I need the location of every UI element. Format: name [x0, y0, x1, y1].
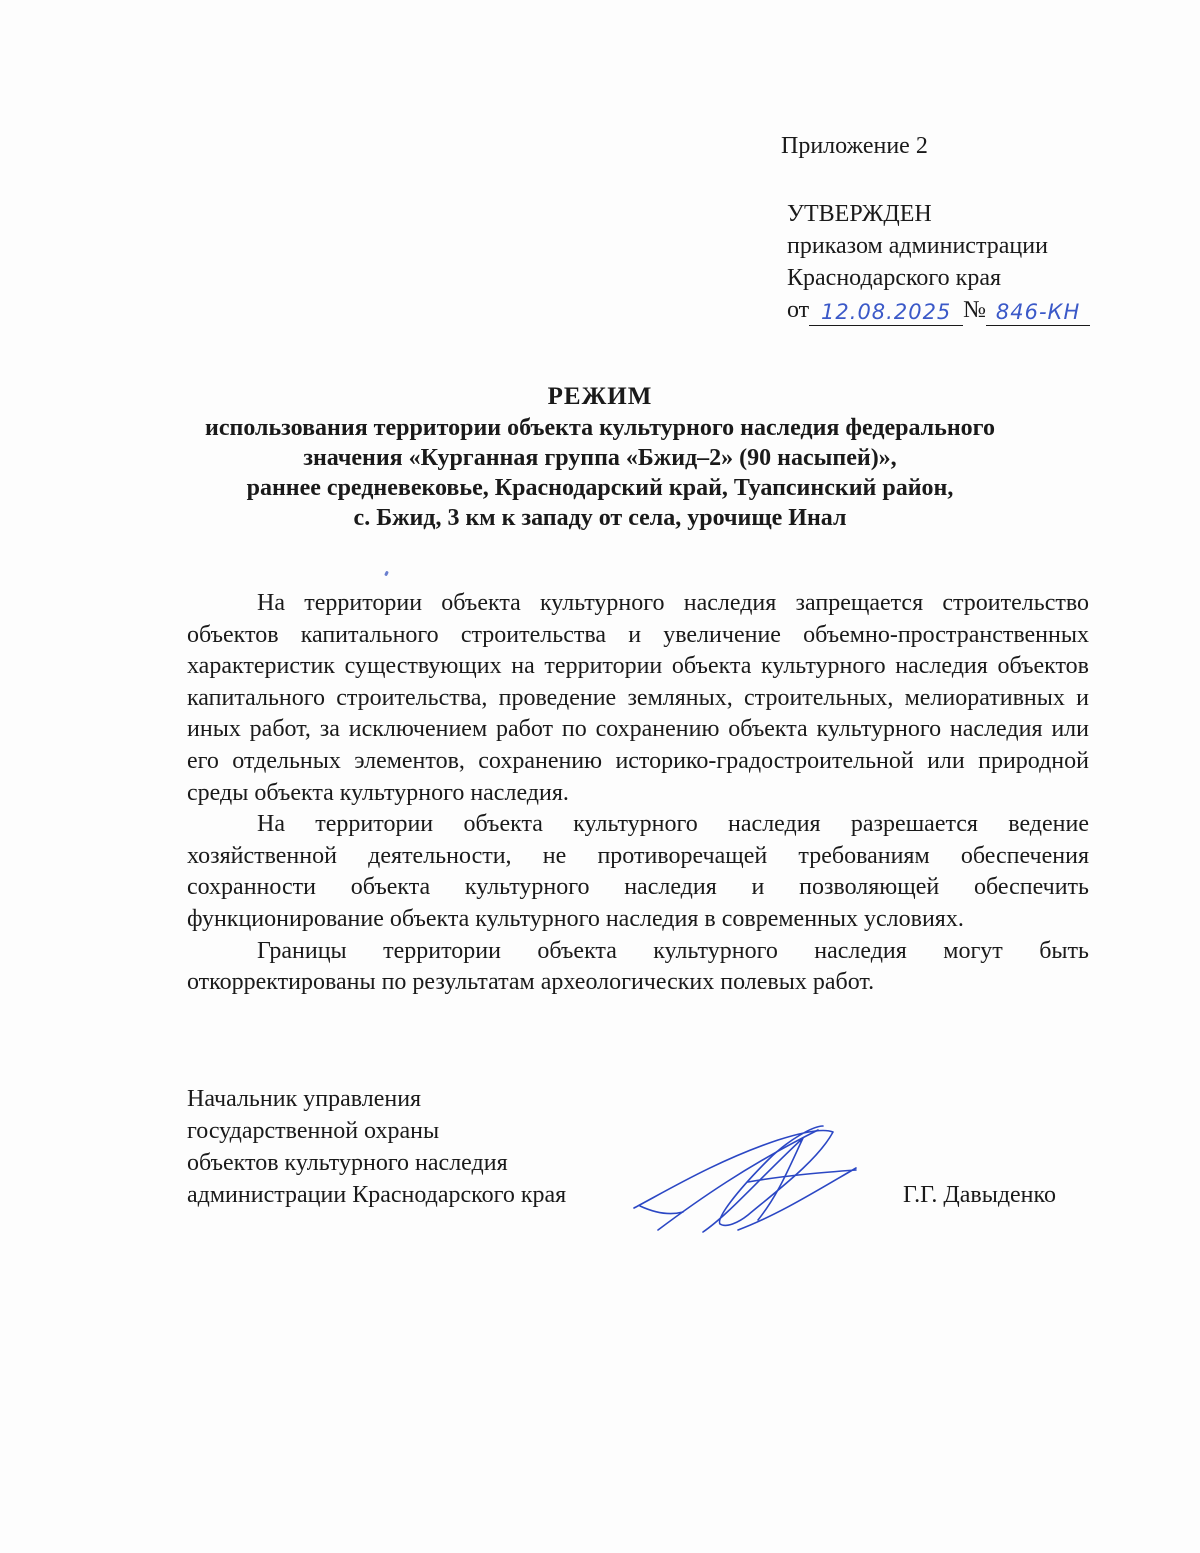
from-prefix: от — [787, 297, 810, 323]
approval-authority-line1: приказом администрации — [787, 233, 1048, 259]
number-sign: № — [963, 297, 987, 323]
ink-speck — [384, 571, 389, 577]
body-paragraph-prohibitions: На территории объекта культурного наследия запрещается строительство объектов капитального строительства и увеличение объемно-пространственных характеристик существующих на территории объекта культурного наследия объектов капитального строительства, проведение земляных, строительных, мелиоративных и иных работ, за исключением работ по сохранению объекта культурного наследия или его отдельных элементов, сохранению историко-градостроительной или природной среды объекта культурного наследия. — [187, 590, 1089, 806]
annex-label: Приложение 2 — [781, 133, 928, 159]
body-paragraph-permissions: На территории объекта культурного наследия разрешается ведение хозяйственной деятельности, не противоречащей требованиям обеспечения сохранности объекта культурного наследия и позволяющей обеспечить функционирование объекта культурного наследия в современных условиях. — [187, 811, 1089, 932]
document-title — [150, 382, 1050, 533]
document-body — [187, 588, 1089, 999]
position-line-1: Начальник управления — [187, 1086, 422, 1112]
handwritten-date: 12.08.2025 — [809, 299, 963, 326]
title-line-3: раннее средневековье, Краснодарский край, Туапсинский район, — [246, 475, 954, 501]
handwritten-order-number: 846-КН — [986, 299, 1090, 326]
position-line-2: государственной охраны — [187, 1118, 440, 1144]
title-line-1: использования территории объекта культурного наследия федерального — [205, 415, 995, 441]
approval-authority-line2: Краснодарского края — [787, 265, 1002, 291]
title-line-2: значения «Курганная группа «Бжид–2» (90 насыпей)», — [303, 445, 897, 471]
signatory-name: Г.Г. Давыденко — [903, 1182, 1056, 1208]
title-heading: РЕЖИМ — [547, 383, 653, 410]
signatory-position — [187, 1083, 566, 1211]
position-line-4: администрации Краснодарского края — [187, 1182, 567, 1208]
position-line-3: объектов культурного наследия — [187, 1150, 508, 1176]
approval-status: УТВЕРЖДЕН — [787, 201, 932, 227]
title-line-4: с. Бжид, 3 км к западу от села, урочище Инал — [353, 505, 847, 531]
approval-stamp-block — [787, 198, 1167, 326]
body-paragraph-boundaries: Границы территории объекта культурного наследия могут быть откорректированы по результатам археологических полевых работ. — [187, 937, 1089, 996]
approval-date-number-line — [787, 294, 1167, 326]
handwritten-signature — [628, 1120, 858, 1235]
